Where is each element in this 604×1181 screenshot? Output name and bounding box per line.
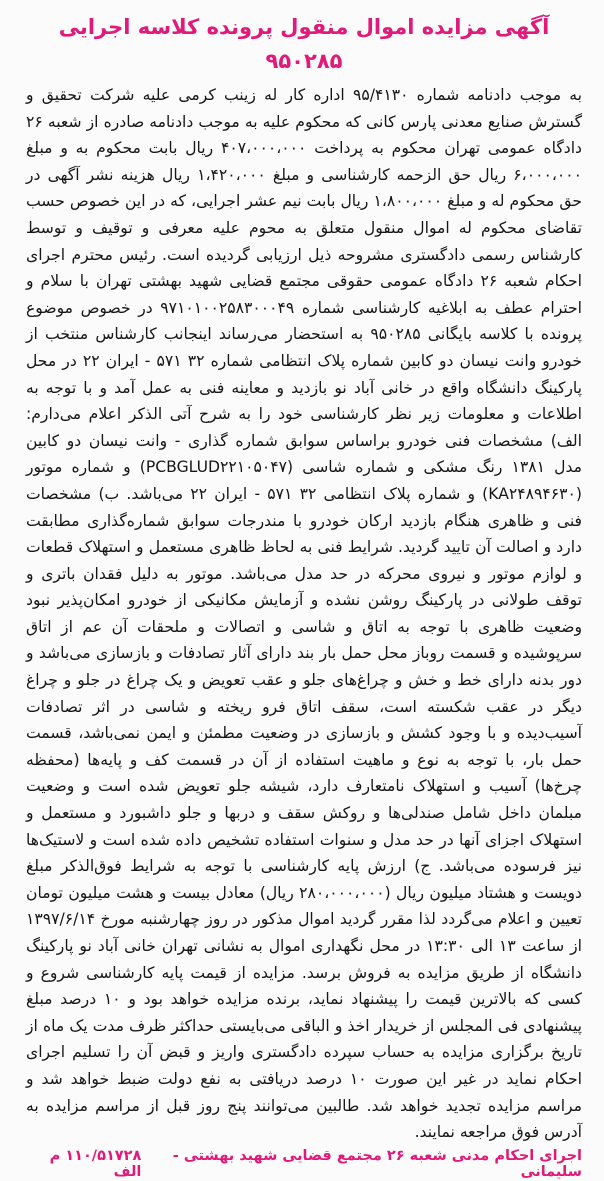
notice-title: آگهی مزایده اموال منقول پرونده کلاسه اجرایی ۹۵۰۲۸۵	[58, 15, 550, 73]
issuer-signature: اجرای احکام مدنی شعبه ۲۶ مجتمع قضایی شهید بهشتی - سلیمانی	[172, 1148, 582, 1180]
reference-number: ۱۱۰/۵۱۷۲۸ م الف	[49, 1148, 142, 1180]
notice-body: به موجب دادنامه شماره ۹۵/۴۱۳۰ اداره کار له زینب کرمی علیه شرکت تحقیق و گسترش صنایع معدنی پارس کانی که محکوم علیه به موجب دادنامه صادره از شعبه ۲۶ دادگاه عمومی تهران محکوم به پرداخت ۴۰۷،۰۰۰،۰۰۰ ریال بابت محکوم به و مبلغ ۶،۰۰۰،۰۰۰ ریال حق الزحمه کارشناسی و مبلغ ۱،۴۲۰،۰۰۰ ریال هزینه نشر آگهی در حق محکوم له و مبلغ ۱،۸۰۰،۰۰۰ ریال بابت نیم عشر اجرایی، که در این خصوص حسب تقاضای محکوم له اموال منقول متعلق به محوم علیه معرفی و توقیف و توسط کارشناس رسمی دادگستری مشروحه ذیل ارزیابی گردیده است. رئیس محترم اجرای احکام شعبه ۲۶ دادگاه عمومی حقوقی مجتمع قضایی شهید بهشتی تهران با سلام و احترام عطف به ابلاغیه کارشناسی شماره ۹۷۱۰۱۰۰۲۵۸۳۰۰۰۴۹ در خصوص موضوع پرونده با کلاسه بایگانی ۹۵۰۲۸۵ به استحضار می‌رساند اینجانب کارشناس منتخب از خودرو وانت نیسان دو کابین شماره پلاک انتظامی شماره ۳۲ ۵۷۱ - ایران ۲۲ در محل پارکینگ دانشگاه واقع در خانی آباد نو بازدید و معاینه فنی به عمل آمد و با توجه به اطلاعات و معلومات زیر نظر کارشناسی خود را به شرح آتی الذکر اعلام می‌دارم: الف) مشخصات فنی خودرو براساس سوابق شماره گذاری - وانت نیسان دو کابین مدل ۱۳۸۱ رنگ مشکی و شماره شاسی (PCBGLUD۲۲۱۰۵۰۴۷) و شماره موتور (KA۲۴۸۹۴۶۳۰) و شماره پلاک انتظامی ۳۲ ۵۷۱ - ایران ۲۲ می‌باشد. ب) مشخصات فنی و ظاهری هنگام بازدید ارکان خودرو با مندرجات سوابق شماره‌گذاری مطابقت دارد و اصالت آن تایید گردید. شرایط فنی به لحاظ ظاهری مستعمل و استهلاک قطعات و لوازم موتور و نیروی محرکه در حد مدل می‌باشد. موتور به دلیل فقدان باتری و توقف طولانی در پارکینگ روشن نشده و آزمایش مکانیکی از خودرو امکان‌پذیر نبود وضعیت ظاهری با توجه به اتاق و شاسی و اتصالات و ملحقات آن عم از اتاق سرپوشیده و قسمت روباز محل حمل بار بند دارای آثار تصادفات و بازسازی می‌باشد و دور بدنه دارای خط و خش و چراغ‌های جلو و عقب تعویض و یک چراغ در جلو و چراغ دیگر در عقب شکسته است، سقف اتاق فرو ریخته و شاسی در اثر تصادفات آسیب‌دیده و با وجود کشش و بازسازی در وضعیت مطمئن و ایمن نمی‌باشد، قسمت حمل بار، با توجه به نوع و ماهیت استفاده از آن در قسمت کف و پایه‌ها (محفظه چرخ‌ها) آسیب و استهلاک نامتعارف دارد، شیشه جلو تعویض شده است و وضعیت مبلمان داخل شامل صندلی‌ها و روکش سقف و دربها و جلو داشبورد و مستعمل و استهلاک اجزای آنها در حد مدل و سنوات استفاده تشخیص داده شده است و لاستیک‌ها نیز فرسوده می‌باشد. ج) ارزش پایه کارشناسی با توجه به شرایط فوق‌الذکر مبلغ دویست و هشتاد میلیون ریال (۲۸۰،۰۰۰،۰۰۰ ریال) معادل بیست و هشت میلیون تومان تعیین و اعلام می‌گردد لذا مقرر گردید اموال مذکور در روز چهارشنبه مورخ ۱۳۹۷/۶/۱۴ از ساعت ۱۳ الی ۱۳:۳۰ در محل نگهداری اموال به نشانی تهران خانی آباد نو پارکینگ دانشگاه از طریق مزایده به فروش برسد. مزایده از قیمت پایه کارشناسی شروع و کسی که بالاترین قیمت را پیشنهاد نماید، برنده مزایده خواهد بود و ۱۰ درصد مبلغ پیشنهادی فی المجلس از خریدار اخذ و الباقی می‌بایستی حداکثر ظرف مدت یک ماه از تاریخ برگزاری مزایده به حساب سپرده دادگستری واریز و قبض آن را تسلیم اجرای احکام نماید در غیر این صورت ۱۰ درصد دریافتی به نفع دولت ضبط خواهد شد و مراسم مزایده تجدید خواهد شد. طالبین می‌توانند پنج روز قبل از مراسم مزایده به آدرس فوق مراجعه نمایند.	[26, 86, 583, 1142]
notice-footer	[26, 1148, 582, 1180]
